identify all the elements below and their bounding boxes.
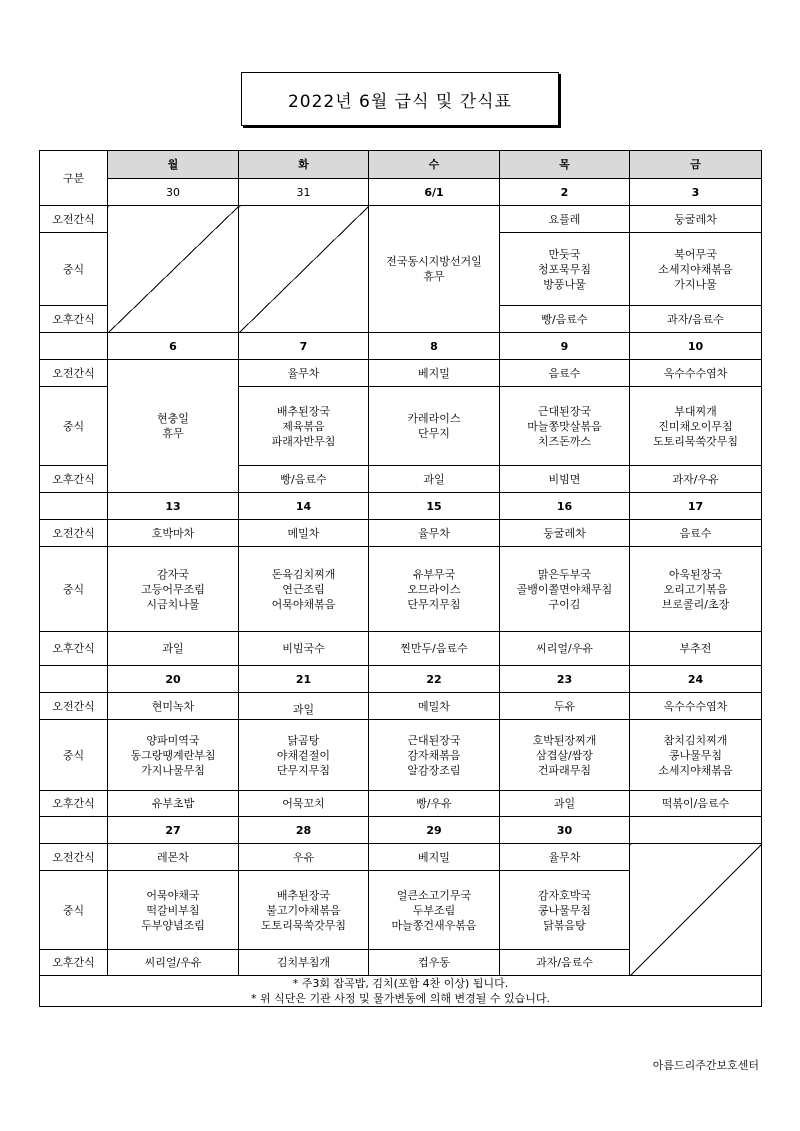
- date-cell: 30: [500, 817, 630, 844]
- empty-cell: [630, 844, 762, 976]
- pm-snack: 과자/음료수: [500, 950, 630, 976]
- day-header-row: [40, 151, 762, 179]
- lunch-item: 감자호박국: [537, 888, 592, 902]
- lunch-item: 근대된장국: [407, 733, 461, 747]
- am-snack: 옥수수수염차: [630, 360, 762, 387]
- am-snack: 베지밀: [369, 360, 500, 387]
- lunch-item: 호박된장찌개: [532, 733, 597, 747]
- week3-pm-row: [40, 632, 762, 666]
- pm-snack: 빵/우유: [369, 791, 500, 817]
- lunch-item: 도토리묵쑥갓무침: [652, 434, 738, 448]
- pm-snack: 부추전: [630, 632, 762, 666]
- lunch-item: 닭곰탕: [287, 733, 320, 747]
- empty-cell: [239, 206, 369, 333]
- lunch-cell: [239, 387, 369, 466]
- week3-am-row: [40, 520, 762, 547]
- am-snack: 과일: [239, 693, 369, 720]
- date-cell: 28: [239, 817, 369, 844]
- lunch-label: 중식: [40, 547, 108, 632]
- lunch-item: 떡갈비부침: [146, 903, 200, 917]
- lunch-cell: [630, 720, 762, 791]
- page-title: 2022년 6월 급식 및 간식표: [241, 72, 559, 126]
- lunch-item: 시금치나물: [146, 597, 200, 611]
- lunch-item: 배추된장국: [276, 404, 331, 418]
- pm-snack: 과자/우유: [630, 466, 762, 493]
- lunch-item: 배추된장국: [276, 888, 331, 902]
- lunch-item: 브로콜리/초장: [661, 597, 730, 611]
- lunch-label: 중식: [40, 233, 108, 306]
- holiday-text: 휴무: [162, 427, 184, 440]
- lunch-cell: [500, 871, 630, 950]
- lunch-item: 오므라이스: [407, 582, 461, 596]
- lunch-item: 제육볶음: [282, 419, 325, 433]
- day-fri: 금: [630, 151, 762, 179]
- lunch-item: 가지나물무침: [141, 763, 205, 777]
- lunch-item: 치즈돈까스: [537, 434, 592, 448]
- lunch-item: 부대찌개: [674, 404, 717, 418]
- lunch-item: 구이김: [548, 597, 581, 611]
- lunch-item: 만둣국: [548, 247, 581, 261]
- lunch-item: 어묵야채국: [146, 888, 200, 902]
- am-snack: 옥수수수염차: [630, 693, 762, 720]
- am-snack: 율무차: [239, 360, 369, 387]
- note-line: * 주3회 잡곡밥, 김치(포함 4찬 이상) 됩니다.: [292, 977, 509, 990]
- pm-snack: 과일: [369, 466, 500, 493]
- week4-lunch-row: [40, 720, 762, 791]
- lunch-item: 북어무국: [674, 247, 717, 261]
- lunch-cell: [630, 233, 762, 306]
- lunch-item: 진미채오이무침: [658, 419, 733, 433]
- am-snack: 베지밀: [369, 844, 500, 871]
- lunch-item: 소세지야채볶음: [658, 763, 733, 777]
- am-snack: 메밀차: [369, 693, 500, 720]
- holiday-text: 현충일: [157, 412, 189, 425]
- lunch-item: 콩나물무침: [537, 903, 592, 917]
- notes-row: [40, 976, 762, 1007]
- lunch-item: 동그랑땡계란부침: [130, 748, 216, 762]
- pm-snack: 과일: [108, 632, 239, 666]
- lunch-item: 감자국: [157, 567, 189, 581]
- lunch-item: 유부무국: [412, 567, 456, 581]
- am-snack: 두유: [500, 693, 630, 720]
- lunch-cell: [108, 720, 239, 791]
- lunch-label: 중식: [40, 387, 108, 466]
- lunch-item: 골뱅이쫄면야채무침: [516, 582, 613, 596]
- lunch-cell: [108, 871, 239, 950]
- holiday-cell: [369, 206, 500, 333]
- lunch-cell: [369, 547, 500, 632]
- pm-snack-label: 오후간식: [40, 306, 108, 333]
- week1-am-row: [40, 206, 762, 233]
- am-snack: 메밀차: [239, 520, 369, 547]
- am-snack-label: 오전간식: [40, 206, 108, 233]
- pm-snack: 비빔면: [500, 466, 630, 493]
- day-tue: 화: [239, 151, 369, 179]
- lunch-item: 청포묵무침: [537, 262, 592, 276]
- pm-snack-label: 오후간식: [40, 632, 108, 666]
- date-cell: 13: [108, 493, 239, 520]
- date-cell: 16: [500, 493, 630, 520]
- lunch-label: 중식: [40, 720, 108, 791]
- meal-table: [39, 150, 762, 1007]
- lunch-item: 양파미역국: [146, 733, 200, 747]
- lunch-item: 건파래무침: [537, 763, 592, 777]
- lunch-cell: [630, 547, 762, 632]
- date-cell: 3: [630, 179, 762, 206]
- day-mon: 월: [108, 151, 239, 179]
- date-cell: 15: [369, 493, 500, 520]
- blank-cell: [40, 333, 108, 360]
- date-cell: 6: [108, 333, 239, 360]
- am-snack: 우유: [239, 844, 369, 871]
- date-cell: [630, 817, 762, 844]
- date-cell: 29: [369, 817, 500, 844]
- empty-cell: [108, 206, 239, 333]
- lunch-cell: [108, 547, 239, 632]
- pm-snack: 떡볶이/음료수: [630, 791, 762, 817]
- date-cell: 24: [630, 666, 762, 693]
- lunch-item: 근대된장국: [537, 404, 592, 418]
- week4-pm-row: [40, 791, 762, 817]
- pm-snack: 유부초밥: [108, 791, 239, 817]
- date-cell: 23: [500, 666, 630, 693]
- lunch-item: 단무지무침: [407, 597, 461, 611]
- date-cell: 30: [108, 179, 239, 206]
- week5-date-row: [40, 817, 762, 844]
- date-cell: 20: [108, 666, 239, 693]
- note-line: * 위 식단은 기관 사정 및 물가변동에 의해 변경될 수 있습니다.: [251, 992, 550, 1005]
- pm-snack: 비빔국수: [239, 632, 369, 666]
- am-snack-label: 오전간식: [40, 844, 108, 871]
- lunch-item: 콩나물무침: [668, 748, 723, 762]
- pm-snack: 빵/음료수: [239, 466, 369, 493]
- lunch-cell: [369, 387, 500, 466]
- lunch-cell: [239, 547, 369, 632]
- pm-snack: 씨리얼/우유: [500, 632, 630, 666]
- lunch-item: 야채겉절이: [276, 748, 331, 762]
- lunch-label: 중식: [40, 871, 108, 950]
- lunch-item: 단무지무침: [276, 763, 331, 777]
- lunch-item: 감자채볶음: [407, 748, 461, 762]
- date-cell: 10: [630, 333, 762, 360]
- am-snack-label: 오전간식: [40, 360, 108, 387]
- holiday-text: 전국동시지방선거일: [386, 255, 482, 268]
- week1-date-row: [40, 179, 762, 206]
- lunch-item: 맑은두부국: [537, 567, 592, 581]
- lunch-cell: [239, 720, 369, 791]
- lunch-item: 얼큰소고기무국: [396, 888, 472, 902]
- pm-snack: 어묵꼬치: [239, 791, 369, 817]
- pm-snack: 과일: [500, 791, 630, 817]
- lunch-item: 삼겹살/쌈장: [536, 748, 593, 762]
- week2-date-row: [40, 333, 762, 360]
- am-snack: 호박마차: [108, 520, 239, 547]
- lunch-item: 닭볶음탕: [543, 918, 586, 932]
- week4-date-row: [40, 666, 762, 693]
- lunch-item: 도토리묵쑥갓무침: [260, 918, 346, 932]
- lunch-item: 파래자반무침: [271, 434, 336, 448]
- lunch-item: 카레라이스: [407, 412, 461, 425]
- week2-am-row: [40, 360, 762, 387]
- pm-snack: 과자/음료수: [630, 306, 762, 333]
- holiday-cell: [108, 360, 239, 493]
- date-cell: 22: [369, 666, 500, 693]
- date-cell: 27: [108, 817, 239, 844]
- lunch-item: 방풍나물: [543, 277, 586, 291]
- week4-am-row: [40, 693, 762, 720]
- week3-lunch-row: [40, 547, 762, 632]
- date-cell: 2: [500, 179, 630, 206]
- day-wed: 수: [369, 151, 500, 179]
- date-cell: 7: [239, 333, 369, 360]
- lunch-item: 어묵야채볶음: [271, 597, 336, 611]
- pm-snack-label: 오후간식: [40, 791, 108, 817]
- date-cell: 31: [239, 179, 369, 206]
- pm-snack-label: 오후간식: [40, 466, 108, 493]
- pm-snack: 씨리얼/우유: [108, 950, 239, 976]
- week3-date-row: [40, 493, 762, 520]
- lunch-item: 가지나물: [674, 277, 717, 291]
- pm-snack: 김치부침개: [239, 950, 369, 976]
- pm-snack: 빵/음료수: [500, 306, 630, 333]
- pm-snack: 컵우동: [369, 950, 500, 976]
- lunch-item: 참치김치찌개: [663, 733, 728, 747]
- date-cell: 9: [500, 333, 630, 360]
- lunch-item: 아욱된장국: [668, 567, 723, 581]
- lunch-cell: [369, 871, 500, 950]
- am-snack: 음료수: [500, 360, 630, 387]
- am-snack: 율무차: [500, 844, 630, 871]
- date-cell: 6/1: [369, 179, 500, 206]
- am-snack-label: 오전간식: [40, 693, 108, 720]
- am-snack: 현미녹차: [108, 693, 239, 720]
- lunch-item: 연근조림: [282, 582, 325, 596]
- date-cell: 17: [630, 493, 762, 520]
- am-snack: 음료수: [630, 520, 762, 547]
- lunch-item: 고등어무조림: [141, 582, 205, 596]
- organization-name: 아름드리주간보호센터: [652, 1059, 759, 1072]
- pm-snack: 찐만두/음료수: [369, 632, 500, 666]
- notes-cell: [40, 976, 762, 1007]
- lunch-item: 소세지야채볶음: [658, 262, 733, 276]
- blank-cell: [40, 666, 108, 693]
- lunch-cell: [239, 871, 369, 950]
- lunch-cell: [369, 720, 500, 791]
- lunch-item: 불고기야채볶음: [266, 903, 341, 917]
- am-snack: 율무차: [369, 520, 500, 547]
- am-snack: 둥굴레차: [500, 520, 630, 547]
- lunch-cell: [500, 720, 630, 791]
- date-cell: 8: [369, 333, 500, 360]
- blank-cell: [40, 817, 108, 844]
- am-snack: 요플레: [500, 206, 630, 233]
- holiday-text: 휴무: [423, 270, 445, 283]
- blank-cell: [40, 493, 108, 520]
- am-snack: 둥굴레차: [630, 206, 762, 233]
- lunch-item: 돈육김치찌개: [271, 567, 336, 581]
- lunch-item: 두부양념조림: [141, 918, 205, 932]
- lunch-cell: [630, 387, 762, 466]
- lunch-cell: [500, 547, 630, 632]
- day-thu: 목: [500, 151, 630, 179]
- lunch-item: 오리고기볶음: [663, 582, 728, 596]
- pm-snack-label: 오후간식: [40, 950, 108, 976]
- lunch-item: 알감장조림: [407, 763, 461, 777]
- am-snack: 레몬차: [108, 844, 239, 871]
- week5-am-row: [40, 844, 762, 871]
- lunch-item: 단무지: [418, 427, 450, 440]
- lunch-item: 마늘쫑건새우볶음: [391, 918, 477, 932]
- lunch-item: 마늘쫑맛살볶음: [527, 419, 602, 433]
- date-cell: 14: [239, 493, 369, 520]
- am-snack-label: 오전간식: [40, 520, 108, 547]
- lunch-cell: [500, 233, 630, 306]
- lunch-item: 두부조림: [412, 903, 456, 917]
- date-cell: 21: [239, 666, 369, 693]
- lunch-cell: [500, 387, 630, 466]
- category-header: 구분: [40, 151, 108, 206]
